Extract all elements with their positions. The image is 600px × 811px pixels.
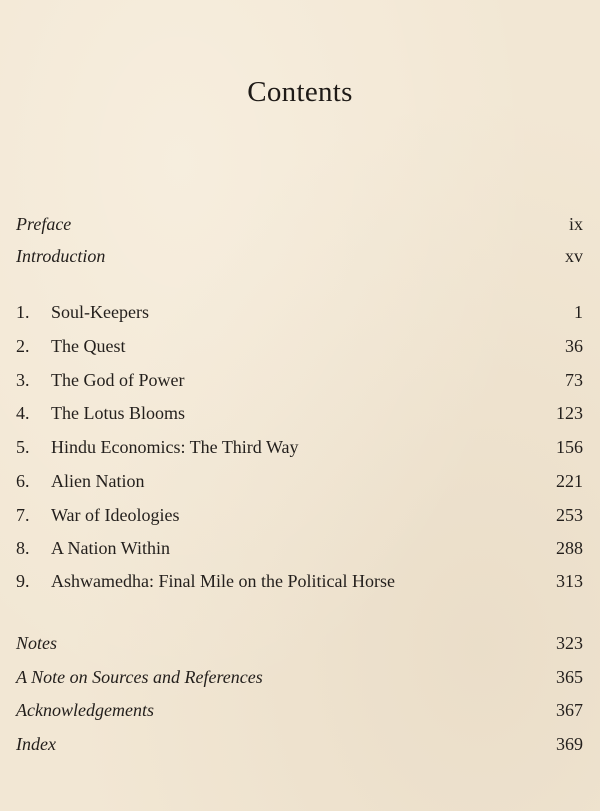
toc-entry-page: 313	[556, 571, 583, 591]
toc-entry-chapter-5	[16, 435, 583, 459]
chapter-number: 3.	[16, 370, 30, 390]
toc-entry-chapter-7	[16, 503, 583, 527]
chapter-number: 9.	[16, 571, 30, 591]
toc-entry-page: 123	[556, 403, 583, 423]
chapter-number: 4.	[16, 403, 30, 423]
toc-entry-label: The Quest	[51, 336, 126, 356]
toc-entry-chapter-8	[16, 536, 583, 560]
toc-entry-introduction	[16, 244, 583, 268]
toc-entry-chapter-2	[16, 334, 583, 358]
toc-entry-label: Soul-Keepers	[51, 302, 149, 322]
toc-entry-page: ix	[568, 214, 583, 234]
chapter-number: 2.	[16, 336, 30, 356]
toc-entry-label: Notes	[16, 633, 58, 653]
toc-entry-page: 288	[556, 538, 583, 558]
toc-entry-chapter-1	[16, 300, 583, 324]
toc-entry-page: xv	[565, 246, 583, 266]
toc-entry-label: Ashwamedha: Final Mile on the Political Horse	[51, 571, 395, 591]
toc-entry-label: A Nation Within	[51, 538, 170, 558]
toc-entry-label: The Lotus Blooms	[51, 403, 185, 423]
chapter-number: 5.	[16, 437, 30, 457]
toc-entry-sources	[16, 665, 583, 689]
toc-entry-chapter-3	[16, 368, 583, 392]
toc-entry-page: 221	[556, 471, 583, 491]
toc-entry-page: 369	[556, 734, 583, 754]
toc-entry-page: 1	[574, 302, 583, 322]
toc-entry-label: Acknowledgements	[16, 700, 154, 720]
chapter-number: 7.	[16, 505, 30, 525]
toc-entry-label: Preface	[16, 214, 72, 234]
toc-entry-page: 365	[556, 667, 583, 687]
chapter-number: 8.	[16, 538, 30, 558]
toc-entry-label: War of Ideologies	[51, 505, 180, 525]
toc-entry-chapter-9	[16, 569, 583, 593]
toc-entry-notes	[16, 631, 583, 655]
toc-entry-chapter-6	[16, 469, 583, 493]
toc-entry-page: 253	[556, 505, 583, 525]
chapter-number: 6.	[16, 471, 30, 491]
toc-entry-page: 36	[565, 336, 583, 356]
toc-entry-index	[16, 732, 583, 756]
toc-entry-label: Introduction	[16, 246, 106, 266]
page-title: Contents	[247, 76, 353, 108]
toc-entry-preface	[16, 212, 583, 236]
toc-entry-page: 156	[556, 437, 583, 457]
toc-entry-label: Hindu Economics: The Third Way	[51, 437, 299, 457]
toc-entry-label: Alien Nation	[51, 471, 145, 491]
toc-entry-page: 323	[556, 633, 583, 653]
toc-entry-label: Index	[16, 734, 56, 754]
toc-entry-label: A Note on Sources and References	[16, 667, 263, 687]
toc-entry-acknowledgements	[16, 698, 583, 722]
toc-entry-label: The God of Power	[51, 370, 185, 390]
toc-entry-chapter-4	[16, 401, 583, 425]
toc-entry-page: 367	[556, 700, 583, 720]
chapter-number: 1.	[16, 302, 30, 322]
toc-entry-page: 73	[565, 370, 583, 390]
